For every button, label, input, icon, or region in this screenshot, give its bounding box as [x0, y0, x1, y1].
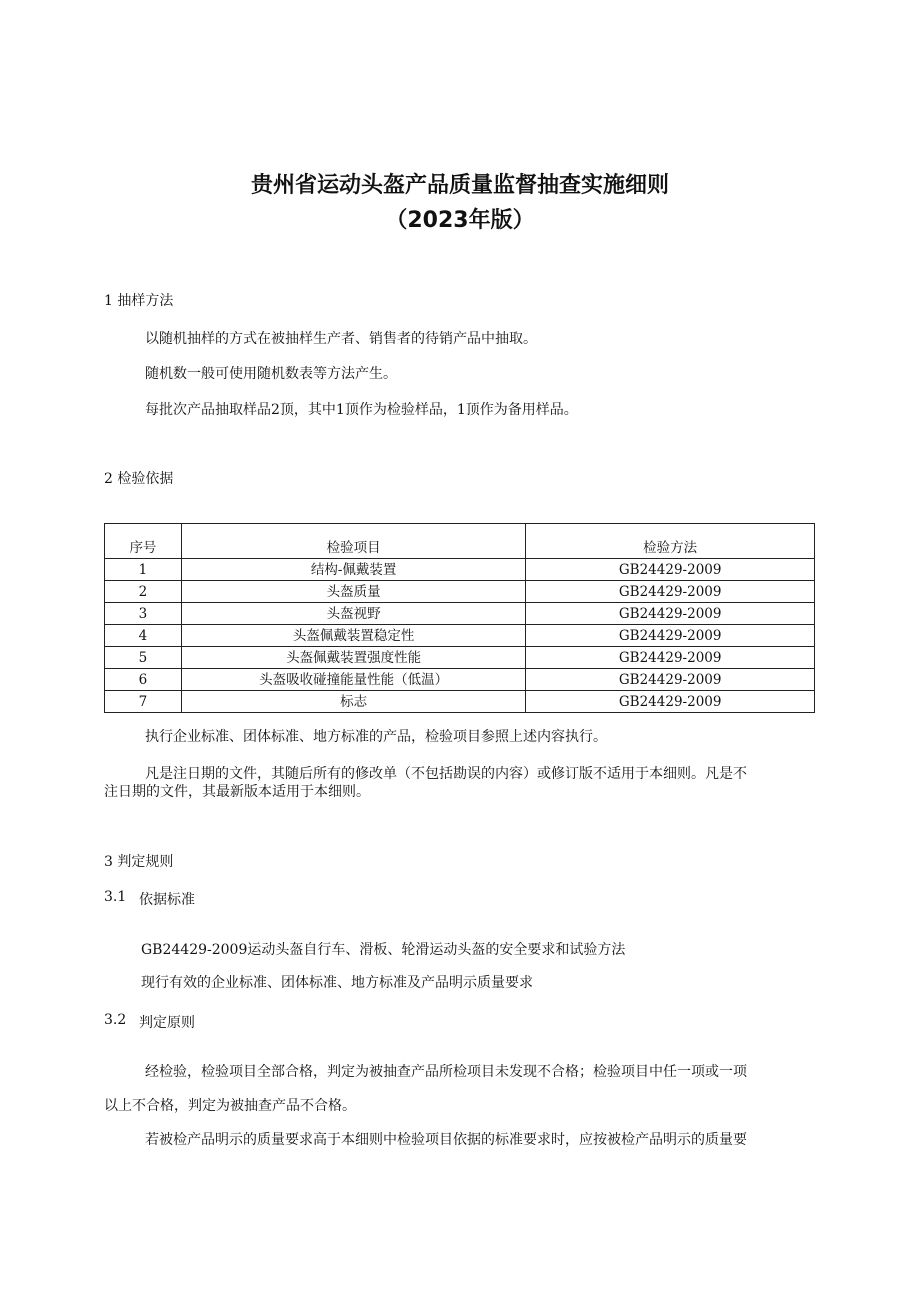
- subsection-3-1-number: 3.1: [104, 889, 127, 905]
- s1-paragraph-3: 每批次产品抽取样品2顶，其中1顶作为检验样品，1顶作为备用样品。: [145, 402, 578, 418]
- s3-paragraph-1-line-2: 以上不合格，判定为被抽查产品不合格。: [104, 1098, 356, 1114]
- section-2-heading: 2 检验依据: [104, 471, 174, 487]
- s3-paragraph-2-line-1: 若被检产品明示的质量要求高于本细则中检验项目依据的标准要求时，应按被检产品明示的质量要: [145, 1132, 747, 1148]
- row-item: 结构-佩戴装置: [181, 559, 525, 581]
- standard-item-2: 现行有效的企业标准、团体标准、地方标准及产品明示质量要求: [141, 975, 533, 991]
- row-number: 5: [105, 647, 182, 669]
- header-cell-number: 序号: [105, 524, 182, 559]
- row-method: GB24429-2009: [526, 625, 815, 647]
- s2-paragraph-2-line-2: 注日期的文件，其最新版本适用于本细则。: [104, 784, 370, 800]
- s1-paragraph-1: 以随机抽样的方式在被抽样生产者、销售者的待销产品中抽取。: [145, 331, 537, 347]
- row-number: 3: [105, 603, 182, 625]
- table-row: [105, 625, 815, 647]
- row-number: 4: [105, 625, 182, 647]
- row-method: GB24429-2009: [526, 559, 815, 581]
- row-number: 6: [105, 669, 182, 691]
- table-row: [105, 691, 815, 713]
- row-number: 1: [105, 559, 182, 581]
- row-number: 2: [105, 581, 182, 603]
- subsection-3-2-number: 3.2: [104, 1012, 127, 1028]
- s2-paragraph-1: 执行企业标准、团体标准、地方标准的产品，检验项目参照上述内容执行。: [145, 729, 607, 745]
- header-cell-method: 检验方法: [526, 524, 815, 559]
- row-method: GB24429-2009: [526, 691, 815, 713]
- table-row: [105, 603, 815, 625]
- row-method: GB24429-2009: [526, 647, 815, 669]
- inspection-table: [104, 523, 815, 713]
- subsection-3-2-title: 判定原则: [139, 1015, 195, 1031]
- s3-paragraph-1-line-1: 经检验，检验项目全部合格，判定为被抽查产品所检项目未发现不合格；检验项目中任一项或一项: [145, 1064, 747, 1080]
- s2-paragraph-2-line-1: 凡是注日期的文件，其随后所有的修改单（不包括勘误的内容）或修订版不适用于本细则。凡是不: [145, 766, 747, 782]
- row-item: 头盔视野: [181, 603, 525, 625]
- subsection-3-1-title: 依据标准: [139, 892, 195, 908]
- s1-paragraph-2: 随机数一般可使用随机数表等方法产生。: [145, 366, 397, 382]
- page-subtitle: （2023年版）: [385, 208, 535, 233]
- row-item: 头盔佩戴装置强度性能: [181, 647, 525, 669]
- table-row: [105, 559, 815, 581]
- row-item: 头盔佩戴装置稳定性: [181, 625, 525, 647]
- row-item: 头盔吸收碰撞能量性能（低温）: [181, 669, 525, 691]
- table-header-row: [105, 524, 815, 559]
- table-row: [105, 647, 815, 669]
- row-method: GB24429-2009: [526, 669, 815, 691]
- table-row: [105, 669, 815, 691]
- row-item: 头盔质量: [181, 581, 525, 603]
- header-cell-item: 检验项目: [181, 524, 525, 559]
- page-title: 贵州省运动头盔产品质量监督抽查实施细则: [250, 173, 669, 198]
- row-method: GB24429-2009: [526, 603, 815, 625]
- row-item: 标志: [181, 691, 525, 713]
- row-method: GB24429-2009: [526, 581, 815, 603]
- table-row: [105, 581, 815, 603]
- section-3-heading: 3 判定规则: [104, 854, 174, 870]
- section-1-heading: 1 抽样方法: [104, 293, 174, 309]
- standard-item-1: GB24429-2009运动头盔自行车、滑板、轮滑运动头盔的安全要求和试验方法: [141, 942, 626, 958]
- row-number: 7: [105, 691, 182, 713]
